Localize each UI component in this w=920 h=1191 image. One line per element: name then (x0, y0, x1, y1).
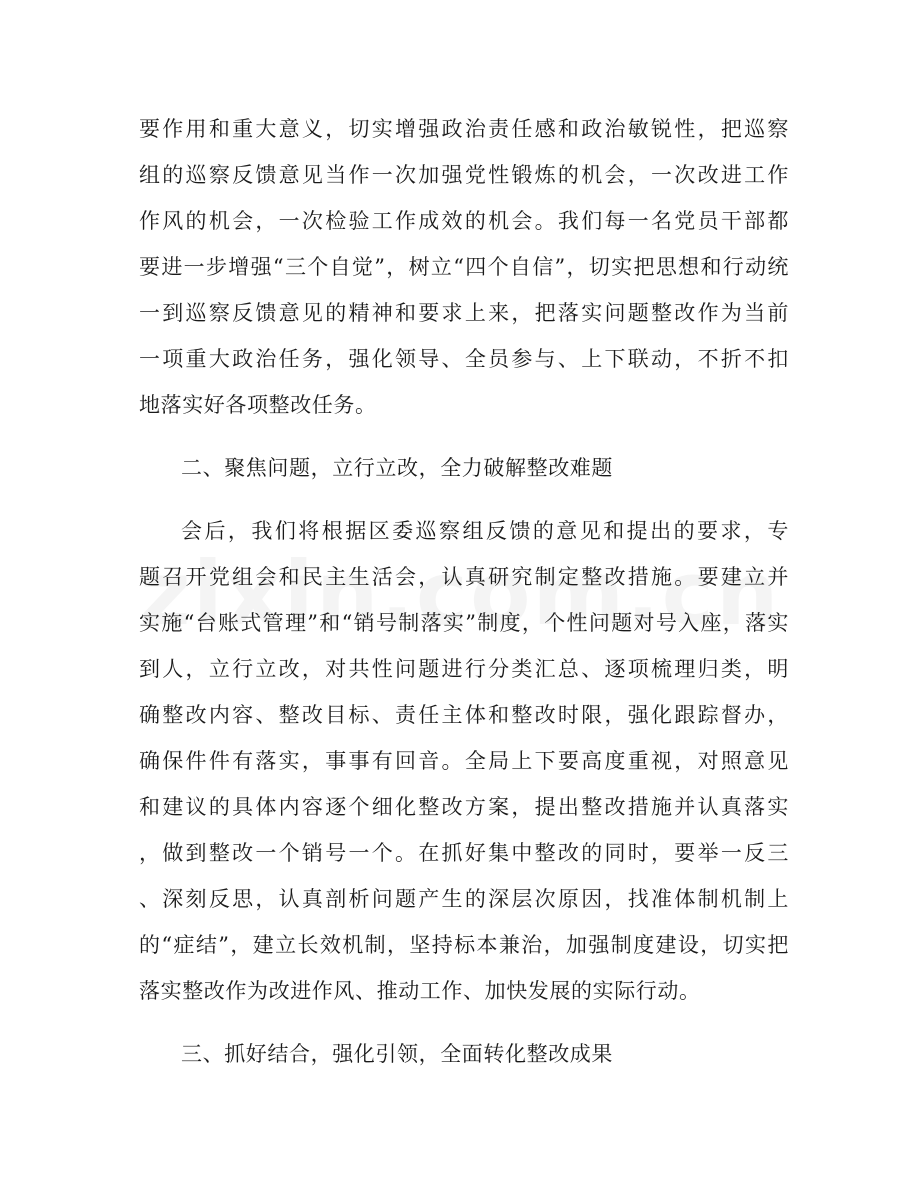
paragraph-line: 要作用和重大意义，切实增强政治责任感和政治敏锐性，把巡察 (139, 117, 789, 141)
section-heading-3: 三、抓好结合，强化引领，全面转化整改成果 (181, 1042, 613, 1066)
paragraph-line: 一项重大政治任务，强化领导、全员参与、上下联动，不折不扣 (139, 347, 789, 371)
paragraph-line: ，做到整改一个销号一个。在抓好集中整改的同时，要举一反三 (139, 841, 789, 865)
paragraph-line: 的“症结”，建立长效机制，坚持标本兼治，加强制度建设，切实把 (139, 933, 789, 957)
paragraph-2 (139, 508, 789, 1014)
paragraph-line: 作风的机会，一次检验工作成效的机会。我们每一名党员干部都 (139, 209, 789, 233)
paragraph-line: 到人，立行立改，对共性问题进行分类汇总、逐项梳理归类，明 (139, 657, 789, 681)
paragraph-line: 会后，我们将根据区委巡察组反馈的意见和提出的要求，专 (181, 519, 789, 543)
paragraph-line: 题召开党组会和民主生活会，认真研究制定整改措施。要建立并 (139, 565, 789, 589)
paragraph-line: 确整改内容、整改目标、责任主体和整改时限，强化跟踪督办， (139, 703, 789, 727)
paragraph-line: 实施“台账式管理”和“销号制落实”制度，个性问题对号入座，落实 (139, 611, 789, 635)
paragraph-line: 地落实好各项整改任务。 (139, 393, 377, 417)
paragraph-line: 和建议的具体内容逐个细化整改方案，提出整改措施并认真落实 (139, 795, 789, 819)
paragraph-line: 、深刻反思，认真剖析问题产生的深层次原因，找准体制机制上 (139, 887, 789, 911)
paragraph-line: 一到巡察反馈意见的精神和要求上来，把落实问题整改作为当前 (139, 301, 789, 325)
section-heading-2: 二、聚焦问题，立行立改，全力破解整改难题 (181, 456, 613, 480)
paragraph-line: 要进一步增强“三个自觉”，树立“四个自信”，切实把思想和行动统 (139, 255, 789, 279)
document-body (139, 106, 789, 1077)
paragraph-line: 确保件件有落实，事事有回音。全局上下要高度重视，对照意见 (139, 749, 789, 773)
paragraph-line: 落实整改作为改进作风、推动工作、加快发展的实际行动。 (139, 979, 701, 1003)
paragraph-line: 组的巡察反馈意见当作一次加强党性锻炼的机会，一次改进工作 (139, 163, 789, 187)
paragraph-1 (139, 106, 789, 428)
